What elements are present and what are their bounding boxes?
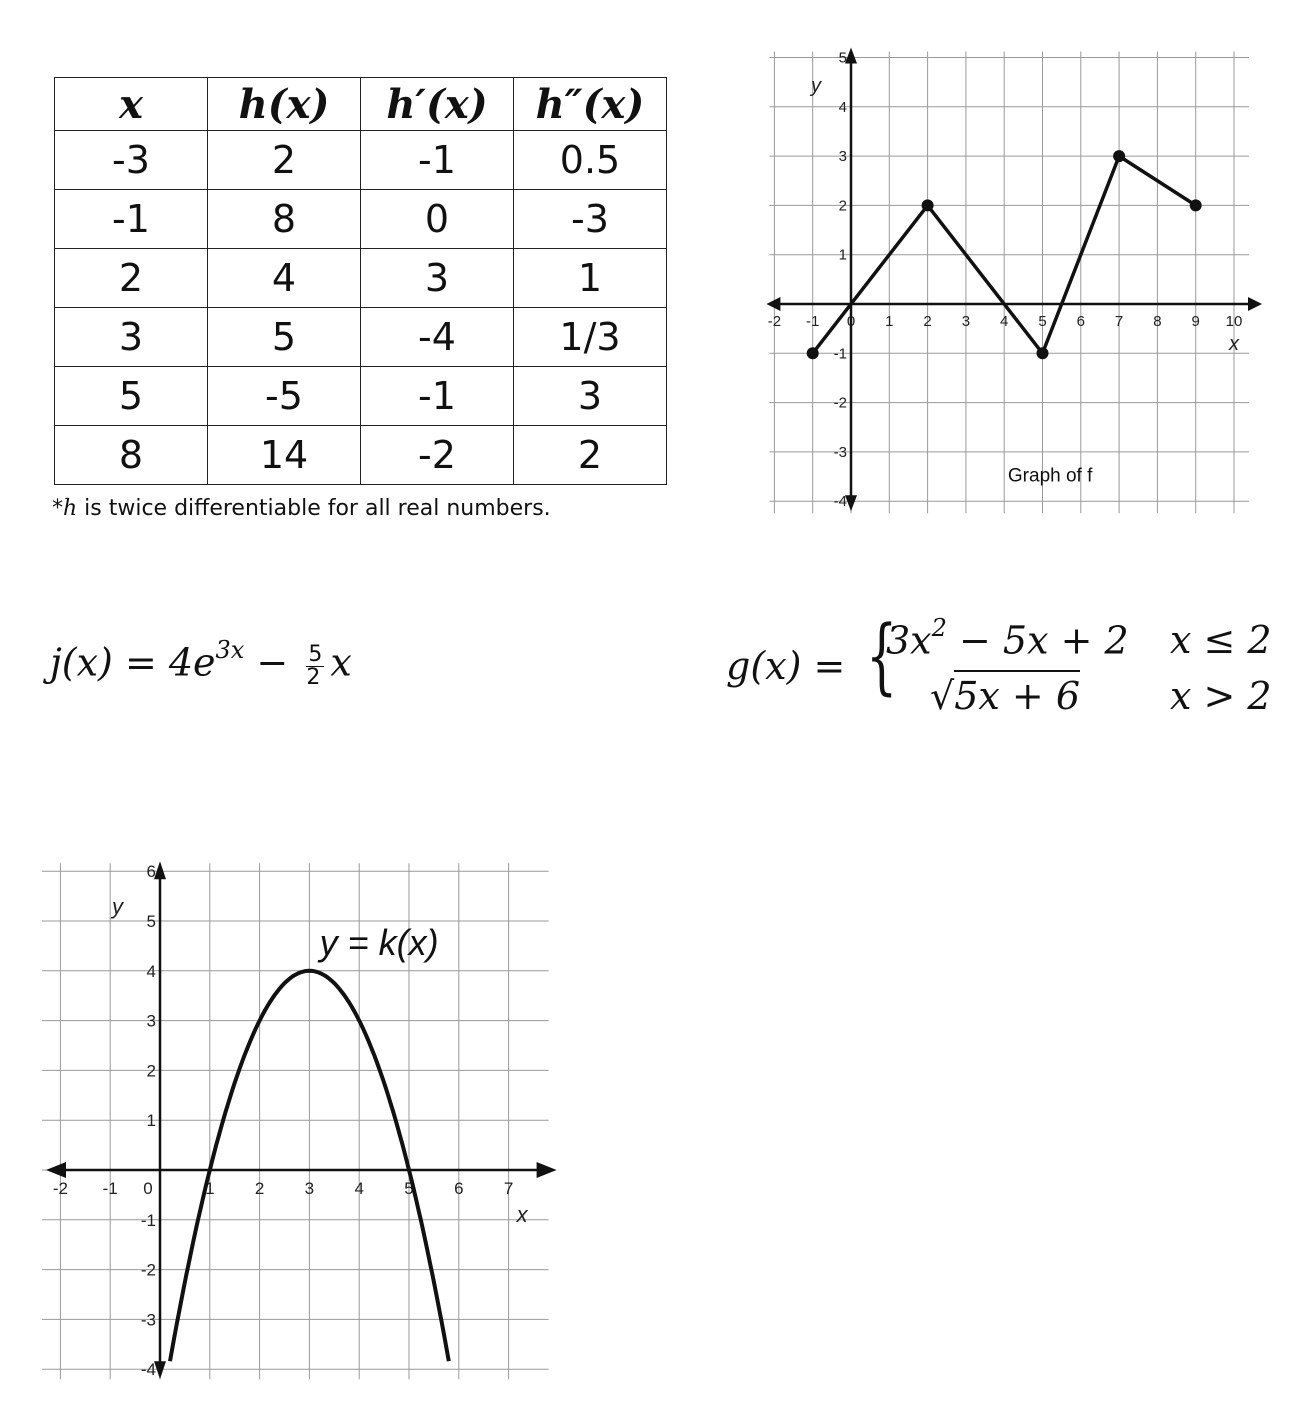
table-cell: -1: [55, 190, 208, 249]
formula-g-condition2: x > 2: [1170, 674, 1272, 718]
table-cell: 8: [208, 190, 361, 249]
fraction-numerator: 5: [308, 641, 323, 667]
formula-j-lhs: j(x) = 4e: [50, 640, 216, 685]
table-cell: 0.5: [514, 131, 667, 190]
table-cell: -2: [361, 426, 514, 485]
table-cell: 3: [514, 367, 667, 426]
table-cell: 0: [361, 190, 514, 249]
y-tick-label: 2: [146, 1061, 156, 1081]
sqrt-icon: √: [930, 674, 955, 718]
x-tick-label: 3: [961, 313, 971, 330]
y-tick-label: 5: [146, 912, 156, 931]
x-tick-label: 10: [1225, 313, 1243, 330]
formula-j-fraction: [306, 641, 324, 690]
formula-j-exponent: 3x: [215, 636, 245, 664]
data-point: [1037, 347, 1049, 359]
x-tick-label: 0: [143, 1179, 153, 1198]
table-cell: 8: [55, 426, 208, 485]
formula-j-minus: −: [244, 640, 301, 685]
x-axis-arrow-left-icon: [46, 1162, 66, 1178]
formula-g-case2: [930, 674, 1080, 718]
x-axis-label: x: [516, 1202, 528, 1227]
y-tick-label: -1: [140, 1210, 156, 1230]
x-tick-label: 7: [1114, 313, 1124, 330]
x-tick-label: 5: [404, 1179, 414, 1198]
x-tick-label: -2: [52, 1179, 68, 1198]
y-tick-label: 5: [838, 49, 847, 67]
fraction-denominator: 2: [306, 664, 321, 690]
y-tick-label: -3: [140, 1310, 156, 1330]
graph-of-f-chart: [767, 49, 1250, 520]
table-cell: -1: [361, 131, 514, 190]
y-axis-label: y: [112, 894, 123, 920]
table-cell: 1: [514, 249, 667, 308]
formula-j-tail: x: [330, 640, 352, 685]
x-tick-label: 2: [923, 313, 932, 330]
table-header-row: [55, 78, 667, 131]
y-tick-label: 3: [838, 148, 847, 166]
header-x: x: [55, 78, 208, 131]
table-cell: 14: [208, 426, 361, 485]
h-values-table: [54, 77, 667, 485]
data-point: [922, 199, 934, 211]
x-axis-label: x: [1229, 333, 1239, 355]
y-tick-label: -4: [833, 493, 847, 511]
x-axis-arrow-left-icon: [766, 297, 780, 311]
y-tick-label: -2: [140, 1260, 156, 1280]
x-tick-label: 9: [1191, 313, 1200, 330]
y-tick-label: -3: [833, 443, 847, 461]
formula-g-case1: [886, 614, 1129, 663]
x-tick-label: -2: [767, 313, 782, 330]
y-tick-label: -2: [833, 394, 847, 412]
formula-g-condition1: x ≤ 2: [1170, 618, 1272, 662]
x-tick-label: 1: [885, 313, 894, 330]
table-row: [55, 190, 667, 249]
table-cell: -4: [361, 308, 514, 367]
table-cell: 1/3: [514, 308, 667, 367]
table-cell: -5: [208, 367, 361, 426]
table-cell: 2: [208, 131, 361, 190]
table-row: [55, 131, 667, 190]
x-tick-label: 5: [1038, 313, 1047, 330]
x-tick-label: 0: [846, 313, 856, 330]
x-axis-arrow-right-icon: [1248, 297, 1262, 311]
table-row: [55, 249, 667, 308]
table-cell: 4: [208, 249, 361, 308]
x-tick-label: -1: [806, 313, 820, 330]
y-tick-label: -1: [833, 345, 847, 363]
y-tick-label: 2: [838, 197, 847, 215]
x-axis-arrow-right-icon: [537, 1162, 557, 1178]
x-tick-label: 2: [254, 1179, 265, 1198]
sqrt-radicand: 5x + 6: [954, 670, 1080, 718]
table-footnote: [52, 496, 551, 521]
x-tick-label: 7: [503, 1179, 514, 1198]
x-tick-label: -1: [102, 1179, 118, 1198]
table-row: [55, 426, 667, 485]
case1-rest: − 5x + 2: [946, 618, 1129, 663]
table-cell: -3: [514, 190, 667, 249]
formula-g-lhs: g(x) =: [726, 644, 846, 688]
x-tick-label: 4: [1000, 313, 1009, 330]
x-tick-label: 3: [304, 1179, 315, 1198]
formula-g-brace: {: [866, 609, 898, 704]
y-tick-label: 1: [838, 246, 847, 264]
x-tick-label: 4: [354, 1179, 364, 1198]
y-tick-label: 1: [146, 1111, 156, 1131]
graph-of-k-chart: [36, 862, 566, 1382]
table-row: [55, 308, 667, 367]
table-cell: -3: [55, 131, 208, 190]
x-tick-label: 1: [205, 1179, 215, 1198]
data-point: [1113, 150, 1125, 162]
chart-caption: y = k(x): [319, 921, 439, 963]
table-cell: 5: [55, 367, 208, 426]
data-point: [807, 347, 819, 359]
y-tick-label: 6: [146, 862, 156, 882]
case1-term: 3x: [886, 618, 932, 663]
table-cell: 2: [55, 249, 208, 308]
header-h: h(x): [208, 78, 361, 131]
y-tick-label: 3: [146, 1011, 156, 1031]
x-tick-label: 6: [454, 1179, 464, 1198]
table-cell: 3: [55, 308, 208, 367]
header-h-prime: h′(x): [361, 78, 514, 131]
table-cell: 2: [514, 426, 667, 485]
y-tick-label: 4: [838, 98, 847, 116]
y-tick-label: 4: [146, 961, 156, 981]
chart-caption: Graph of f: [1007, 465, 1093, 487]
table-cell: -1: [361, 367, 514, 426]
y-axis-label: y: [811, 75, 821, 98]
table-cell: 5: [208, 308, 361, 367]
table-row: [55, 367, 667, 426]
table-cell: 3: [361, 249, 514, 308]
x-tick-label: 6: [1076, 313, 1085, 330]
formula-j: [50, 636, 352, 690]
data-point: [1190, 199, 1202, 211]
footnote-star: *: [52, 496, 63, 521]
y-tick-label: -4: [140, 1360, 156, 1380]
footnote-variable: h: [63, 496, 78, 521]
header-h-double-prime: h″(x): [514, 78, 667, 131]
case1-exponent: 2: [931, 614, 947, 642]
footnote-text: is twice differentiable for all real numbers.: [77, 496, 551, 521]
x-tick-label: 8: [1153, 313, 1162, 330]
